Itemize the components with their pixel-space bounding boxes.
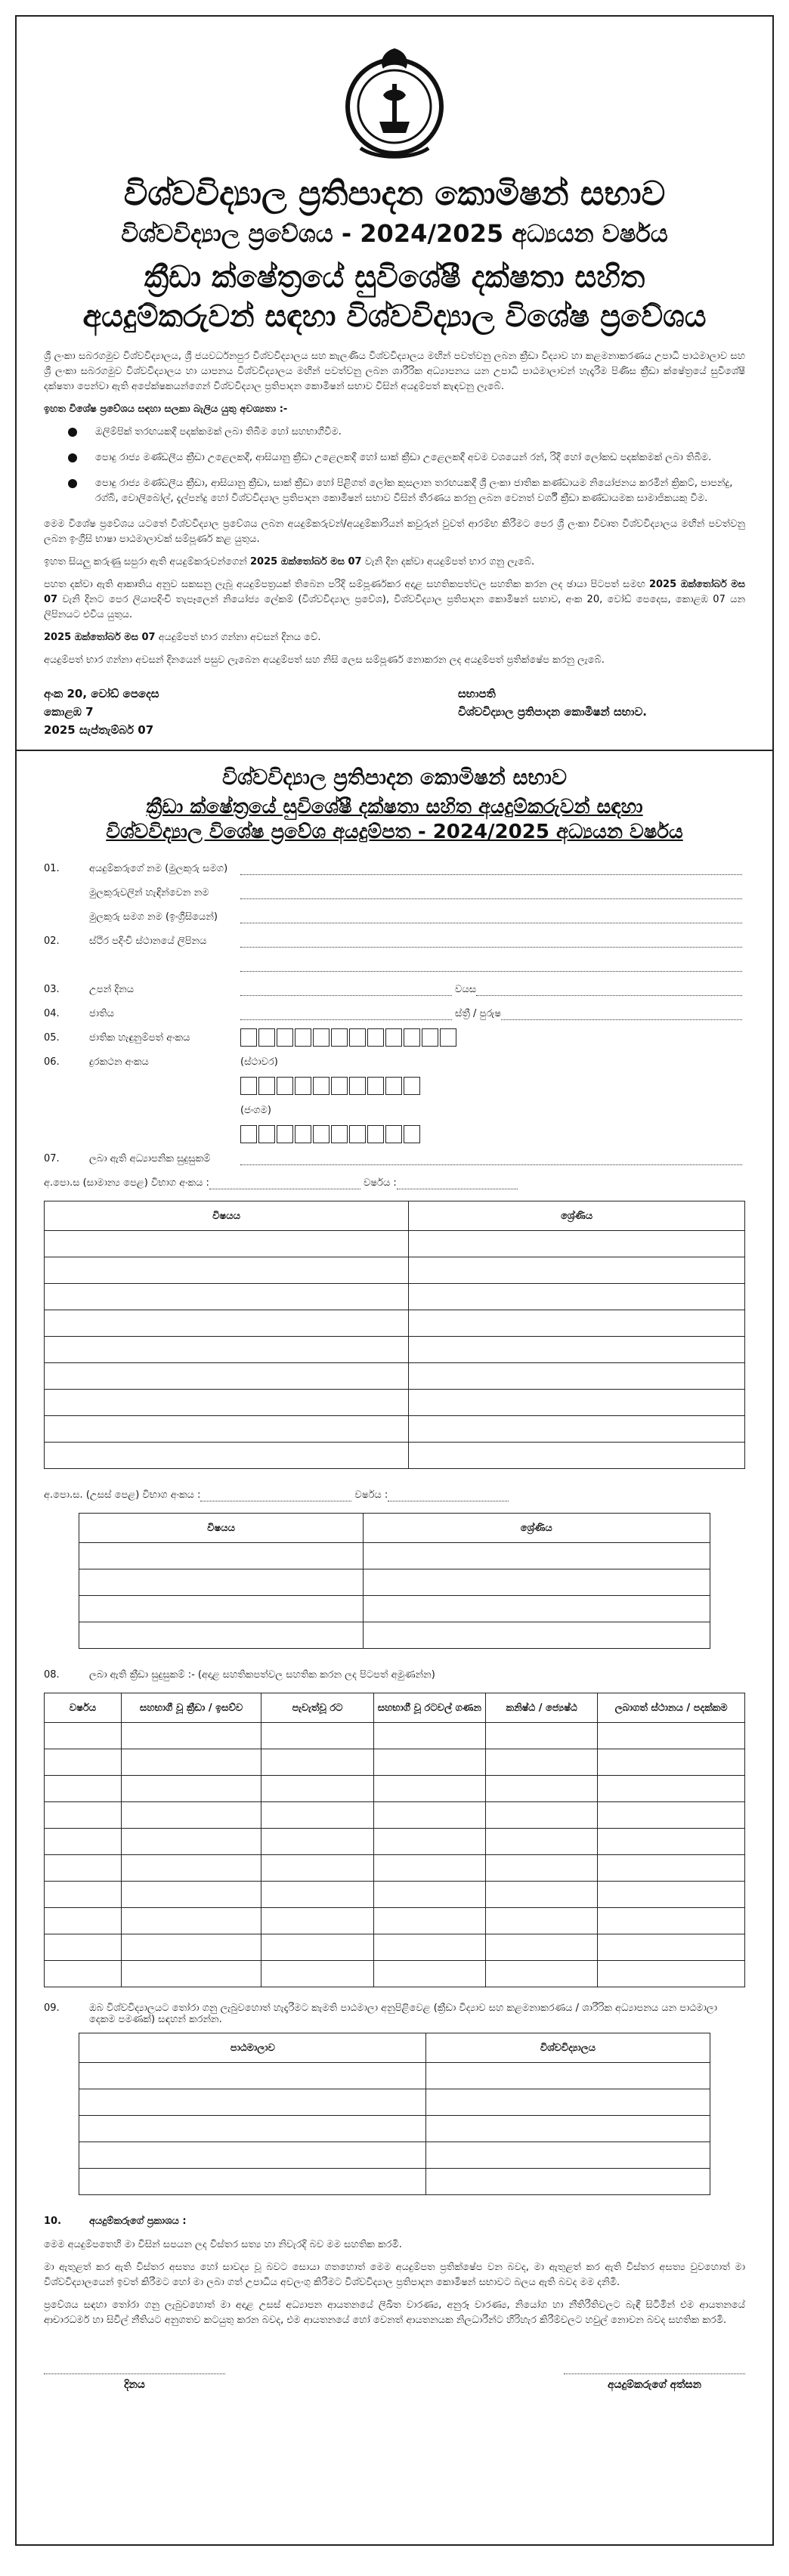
submission-instructions: පහත දක්වා ඇති ආකෘතිය අනුව සකසනු ලැබූ අයදුම්පත්‍රයක් තිබෙන පරිදි සම්පූර්ණකර අදාළ සහතිකපත්වල සහතික කරන ලද ඡායා පිටපත් සමඟ 2025 ඔක්තෝබර් මස 07 වැනි දිනට පෙර ලියාපදිංචි තැපෑලෙන් නියෝජ්‍ය ලේකම් (විශ්වවිද්‍යාල ප්‍රවේශ), විශ්වවිද්‍යාල ප්‍රතිපාදන කොමිෂන් සභාව, අංක 20, වෝඩ් පෙදෙස, කොළඹ 07 යන ලිපිනයට එවිය යුතුය. [44,579,746,621]
fixed-phone-boxes[interactable] [240,1077,422,1095]
university-header: විශ්වවිද්‍යාලය [426,2033,710,2063]
address-line: කොළඹ 7 [44,705,94,719]
field-course-preference: 09. ඔබ විශ්වවිද්‍යාලයට තෝරා ගනු ලැබුවහොත් හැදෑරීමට කැමති පාඨමාලා අනුපිළිවෙළ (ක්‍රීඩා විද්‍යාව සහ කළමනාකරණය / ශාරීරික අධ්‍යාපනය යන පාඨමාලා දෙකම පමණක්) සඳහන් කරන්න. [44,2002,717,2026]
subject-header: විෂයය [79,1514,363,1543]
al-index-input[interactable] [200,1489,351,1501]
table-row[interactable] [79,1622,710,1649]
col-medal: ලබාගත් ස්ථානය / පදක්කම [598,1693,745,1723]
field-name-initials: මුලකුරුවලින් හැඳින්වෙන නම [44,882,745,903]
table-row[interactable] [45,1829,745,1855]
table-row[interactable] [79,2063,710,2089]
special-admission-title-line1: ක්‍රීඩා ක්ෂේත්‍රයේ සුවිශේෂී දක්ෂතා සහිත [144,260,645,295]
field-name: 01. අයදුම්කරුගේ නම (මුලකුරු සමග) [44,858,745,879]
english-name-input[interactable] [240,911,742,923]
table-row[interactable] [45,1961,745,1987]
field-address-cont [44,954,745,976]
grade-header: ශ්‍රේණිය [363,1514,710,1543]
table-row[interactable] [45,1257,745,1284]
rejection-note: අයදුම්පත් භාර ගන්නා අවසන් දිනයෙන් පසුව ලැබෙන අයදුම්පත් සහ නිසි ලෙස සම්පූර්ණ නොකරන ලද අයදුම්පත් ප්‍රතික්ෂේප කරනු ලැබේ. [44,654,605,666]
ol-results-table [44,1201,745,1469]
ol-index-input[interactable] [209,1177,360,1189]
table-row[interactable] [45,1882,745,1908]
field-phone: 06. දුරකථන අංකය (ස්ථාවර) [44,1056,278,1068]
course-header: පාඨමාලාව [79,2033,426,2063]
field-sports: 08. ලබා ඇති ක්‍රීඩා සුදුසුකම් :- (අදාළ සහතිකපත්වල සහතික කරන ලද පිටපත් අමුණන්න) [44,1668,435,1681]
requirement-item: ඔලිම්පික් තරඟයකදී පදක්කමක් ලබා තිබීම හෝ සහභාගීවීම. [65,425,745,440]
sports-achievements-table [44,1693,745,1987]
al-results-table [79,1513,710,1649]
subject-header: විෂයය [45,1201,409,1231]
col-event: සහභාගී වූ ක්‍රීඩා / ඉසව්ව [121,1693,261,1723]
date-line[interactable] [44,2373,225,2374]
signature-line[interactable] [564,2373,745,2374]
table-row[interactable] [45,1934,745,1961]
dob-input[interactable] [240,983,452,996]
requirements-list [44,425,745,506]
council-title: විශ්වවිද්‍යාල ප්‍රතිපාදන කොමිෂන් සභාව [123,175,666,213]
table-row[interactable] [45,1363,745,1390]
table-row[interactable] [45,1855,745,1882]
sex-input[interactable] [501,1007,742,1020]
address-input-line2[interactable] [240,959,742,972]
declaration-text: ප්‍රවේශය සඳහා තෝරා ගනු ලැබුවහොත් මා අදාළ උසස් අධ්‍යාපන ආයතනයේ ලිඛිත වාරණ්‍ය, අනුරූ වාරණ්‍ය, නියෝග හා නීතිරීතිවලට බැඳී සිටිමින් එම ආයතනයේ ආචාරධර්ම හා සිවිල් නීතියට අනුගතව කටයුතු කරන බවද, එම ආයතනයේ හෝ වෙනත් ආයතනයක නිලධාරීන්ට හිරිහැර කිරීම්වලට හවුල් නොවන බවද සහතික කරමි. [44,2299,745,2327]
address-input[interactable] [240,935,742,948]
table-row[interactable] [45,1337,745,1363]
admission-year-title: විශ්වවිද්‍යාල ප්‍රවේශය - 2024/2025 අධ්‍යයන වර්ෂය [121,218,668,248]
field-education: 07. ලබා ඇති අධ්‍යාපනික සුදුසුකම් [44,1148,745,1169]
nic-boxes[interactable] [240,1028,458,1047]
table-row[interactable] [45,1749,745,1776]
signer-organization: විශ්වවිද්‍යාල ප්‍රතිපාදන කොමිෂන් සභාව. [458,705,647,719]
date-label: දිනය [124,2379,145,2392]
address-line: අංක 20, වෝඩ් පෙදෙස [44,687,159,701]
name-input[interactable] [240,862,742,875]
col-level: කනිෂ්ඨ / ජ්‍යෙෂ්ඨ [485,1693,597,1723]
field-dob: 03. උපන් දිනය වයස [44,979,745,1000]
special-admission-title-line2: අයදුම්කරුවන් සඳහා විශ්වවිද්‍යාල විශේෂ ප්‍රවේශය [82,299,707,335]
section-divider [17,750,772,751]
field-nationality: 04. ජාතිය ස්ත්‍රී / පුරුෂ [44,1003,745,1024]
ol-exam-row: අ.පො.ස (සාමාන්‍ය පෙළ) විභාග අංකය : වර්ෂය : [44,1172,745,1193]
table-row[interactable] [45,1908,745,1934]
nationality-input[interactable] [240,1007,452,1020]
table-row[interactable] [45,1231,745,1257]
signer-title: සභාපති [458,687,496,701]
requirements-heading: ඉහත විශේෂ ප්‍රවේශය සඳහා සලකා බැලිය යුතු අවශ්‍යතා :- [44,404,288,416]
table-row[interactable] [45,1802,745,1829]
age-input[interactable] [476,983,742,996]
form-title: ක්‍රීඩා ක්ෂේත්‍රයේ සුවිශේෂී දක්ෂතා සහිත අයදුම්කරුවන් සඳහා විශ්වවිද්‍යාල විශේෂ ප්‍රවේශ අයදුම්පත - 2024/2025 අධ්‍යයන වර්ෂය [106,796,683,843]
table-row[interactable] [79,2116,710,2142]
grade-header: ශ්‍රේණිය [409,1201,745,1231]
table-row[interactable] [79,1596,710,1622]
notice-date: 2025 සැප්තැම්බර් 07 [44,723,154,738]
field-address: 02. ස්ථිර පදිංචි ස්ථානයේ ලිපිනය [44,930,745,951]
table-row[interactable] [45,1390,745,1416]
table-row[interactable] [79,1543,710,1569]
table-row[interactable] [45,1443,745,1469]
col-country: පැවැත්වූ රට [261,1693,373,1723]
field-declaration: 10. අයදුම්කරුගේ ප්‍රකාශය : [44,2215,187,2227]
signature-label: අයදුම්කරුගේ අත්සන [608,2379,701,2392]
form-council-title: විශ්වවිද්‍යාල ප්‍රතිපාදන කොමිෂන් සභාව [222,765,567,790]
field-nic: 05. ජාතික හැඳුනුම්පත් අංකය [44,1027,745,1048]
closing-date: 2025 ඔක්තෝබර් මස 07 අයදුම්පත් භාර ගන්නා අවසන් දිනය වේ. [44,632,321,644]
table-row[interactable] [45,1284,745,1310]
notice-page: විශ්වවිද්‍යාල ප්‍රතිපාදන කොමිෂන් සභාව විශ්වවිද්‍යාල ප්‍රවේශය - 2024/2025 අධ්‍යයන වර්ෂය ක්‍රීඩා ක්ෂේත්‍රයේ සුවිශේෂී දක්ෂතා සහිත අයදුම්කරුවන් සඳහා විශ්වවිද්‍යාල විශේෂ ප්‍රවේශය ශ්‍රී ලංකා සබරගමුව විශ්වවිද්‍යාලය, ශ්‍රී ජයවර්ධනපුර විශ්වවිද්‍යාලය සහ කැලණිය විශ්වවිද්‍යාලය මඟින් පවත්වනු ලබන ක්‍රීඩා විද්‍යාව හා කළමනාකරණය උපාධි පාඨමාලාව සහ ශ්‍රී ලංකා සබරගමුව විශ්වවිද්‍යාලය හා යාපනය විශ්වවිද්‍යාලය මඟින් පවත්වනු ලබන ශාරීරික අධ්‍යාපනය යන උපාධි පාඨමාලාවන් හැදෑරීම පිණිස ක්‍රීඩා ක්ෂේත්‍රයේ සුවිශේෂී දක්ෂතා පෙන්වා ඇති අපේක්ෂකයන්ගෙන් විශ්වවිද්‍යාල ප්‍රතිපාදන කොමිෂන් සභාව විසින් අයදුම්පත් කැඳවනු ලැබේ. ඉහත විශේෂ ප්‍රවේශය සඳහා සලකා බැලිය යුතු අවශ්‍යතා :- ඔලිම්පික් තරඟයකදී පදක්කමක් ලබා තිබීම හෝ සහභාගීවීම. පොදු රාජ්‍ය මණ්ඩලීය ක්‍රීඩා උළෙලකදී, ආසියානු ක්‍රීඩා උළෙලකදී හෝ සාක් ක්‍රීඩා උළෙලකදී අවම වශයෙන් රන්, රිදී හෝ ලෝකඩ පදක්කමක් ලබා තිබීම. පොදු රාජ්‍ය මණ්ඩලීය ක්‍රීඩා, ආසියානු ක්‍රීඩා, සාක් ක්‍රීඩා හෝ පිළිගත් ලෝක කුසලාන තරඟයකදී ශ්‍රී ලංකා ජාතික කණ්ඩායම නියෝජනය කරමින් ක්‍රිකට්, පාපන්දු, රග්බි, වොලිබෝල්, දැල්පන්දු හෝ විශ්වවිද්‍යාල ප්‍රතිපාදන කොමිෂන් සභාව විසින් තීරණය කරනු ලබන වෙනත් වර්ගී ක්‍රීඩා කණ්ඩායමක සාමාජිකයකු වීම. මෙම විශේෂ ප්‍රවේශය යටතේ විශ්වවිද්‍යාල ප්‍රවේශය ලබන අයදුම්කරුවන්/අයදුම්කාරියන් කවුරුන් වුවත් ආරම්භ කිරීමට පෙර ශ්‍රී ලංකා විවෘත විශ්වවිද්‍යාලය මඟින් පවත්වනු ලබන ඉංග්‍රීසි භාෂා පාඨමාලාවක් සම්පූර්ණ කළ යුතුය. ඉහත සියලු කරුණු සපුරා ඇති අයදුම්කරුවන්ගෙන් 2025 ඔක්තෝබර් මස 07 වැනි දින දක්වා අයදුම්පත් භාර ගනු ලැබේ. පහත දක්වා ඇති ආකෘතිය අනුව සකසනු ලැබූ අයදුම්පත්‍රයක් තිබෙන පරිදි සම්පූර්ණකර අදාළ සහතිකපත්වල සහතික කරන ලද ඡායා පිටපත් සමඟ 2025 ඔක්තෝබර් මස 07 වැනි දිනට පෙර ලියාපදිංචි තැපෑලෙන් නියෝජ්‍ය ලේකම් (විශ්වවිද්‍යාල ප්‍රවේශ), විශ්වවිද්‍යාල ප්‍රතිපාදන කොමිෂන් සභාව, අංක 20, වෝඩ් පෙදෙස, කොළඹ 07 යන ලිපිනයට එවිය යුතුය. 2025 ඔක්තෝබර් මස 07 අයදුම්පත් භාර ගන්නා අවසන් දිනය වේ. අයදුම්පත් භාර ගන්නා අවසන් දිනයෙන් පසුව ලැබෙන අයදුම්පත් සහ නිසි ලෙස සම්පූර්ණ නොකරන ලද අයදුම්පත් ප්‍රතික්ෂේප කරනු ලැබේ. අංක 20, වෝඩ් පෙදෙස කොළඹ 7 2025 සැප්තැම්බර් 07 සභාපති විශ්වවිද්‍යාල ප්‍රතිපාදන කොමිෂන් සභාව. විශ්වවිද්‍යාල ප්‍රතිපාදන කොමිෂන් සභාව ක්‍රීඩා ක්ෂේත්‍රයේ සුවිශේෂී දක්ෂතා සහිත අයදුම්කරුවන් සඳහා විශ්වවිද්‍යාල විශේෂ ප්‍රවේශ අයදුම්පත - 2024/2025 අධ්‍යයන වර්ෂය 01. අයදුම්කරුගේ නම (මුලකුරු සමග) මුලකුරුවලින් හැඳින්වෙන නම මුලකුරු සමග නම (ඉංග්‍රීසියෙන්) 02. ස්ථිර පදිංචි ස්ථානයේ ලිපිනය 03. උපන් දිනය වයස 04. ජාතිය ස්ත්‍රී / පුරුෂ 05. ජාතික හැඳුනුම්පත් අංකය 06. දුරකථන අංකය (ස්ථාවර) (ජංගම) 07. ලබා ඇති අධ්‍යාපනික සුදුසුකම් අ.පො.ස (සාමාන්‍ය පෙළ) විභාග අංකය : වර්ෂය : විෂයය ශ්‍රේණිය අ.පො.ස. (උසස් පෙළ) විභාග අංකය : වර්ෂය : විෂයය ශ්‍රේණිය 08. ලබා ඇති ක්‍රීඩා සුදුසුකම් :- (අදාළ සහතිකපත්වල සහතික කරන ලද පිටපත් අමුණන්න) වර්ෂය සහභාගී වූ ක්‍රීඩා / ඉසව්ව පැවැත්වූ රට සහභාගී වූ රටවල් ගණන කනිෂ්ඨ / ජ්‍යෙෂ්ඨ ලබාගත් ස්ථානය / පදක්කම 09. ඔබ විශ්වවිද්‍යාලයට තෝරා ගනු ලැබුවහොත් හැදෑරීමට කැමති පාඨමාලා අනුපිළිවෙළ (ක්‍රීඩා විද්‍යාව සහ කළමනාකරණය / ශාරීරික අධ්‍යාපනය යන පාඨමාලා දෙකම පමණක්) සඳහන් කරන්න. පාඨමාලාව විශ්වවිද්‍යාලය 10. අයදුම්කරුගේ ප්‍රකාශය : මෙම අයදුම්පතෙහි මා විසින් සපයන ලද විස්තර සත්‍ය හා නිවැරදි බව මම සහතික කරමි. මා ඇතුළත් කර ඇති විස්තර අසත්‍ය හෝ සාවද්‍ය වූ බවට සොයා ගතහොත් මෙම අයදුම්පත ප්‍රතික්ෂේප වන බවද, මා ඇතුළත් කර ඇති විස්තර අසත්‍ය වුවහොත් මා විශ්වවිද්‍යාලයෙන් ඉවත් කිරීමට හෝ මා ලබා ගත් උපාධිය අවලංගු කිරීමට විශ්වවිද්‍යාල ප්‍රතිපාදන කොමිෂන් සභාවට බලය ඇති බවද මම දනිමි. ප්‍රවේශය සඳහා තෝරා ගනු ලැබුවහොත් මා අදාළ උසස් අධ්‍යාපන ආයතනයේ ලිඛිත වාරණ්‍ය, අනුරූ වාරණ්‍ය, නියෝග හා නීතිරීතිවලට බැඳී සිටිමින් එම ආයතනයේ ආචාරධර්ම හා සිවිල් නීතියට අනුගතව කටයුතු කරන බවද, එම ආයතනයේ හෝ වෙනත් ආයතනයක නිලධාරීන්ට හිරිහැර කිරීම්වලට හවුල් නොවන බවද සහතික කරමි. දිනය අයදුම්කරුගේ අත්සන [15,15,774,2546]
ol-year-input[interactable] [397,1177,518,1189]
course-preference-table [79,2033,710,2195]
english-course-note: මෙම විශේෂ ප්‍රවේශය යටතේ විශ්වවිද්‍යාල ප්‍රවේශය ලබන අයදුම්කරුවන්/අයදුම්කාරියන් කවුරුන් වුවත් ආරම්භ කිරීමට පෙර ශ්‍රී ලංකා විවෘත විශ්වවිද්‍යාලය මඟින් පවත්වනු ලබන ඉංග්‍රීසි භාෂා පාඨමාලාවක් සම්පූර්ණ කළ යුතුය. [44,518,745,546]
requirement-item: පොදු රාජ්‍ය මණ්ඩලීය ක්‍රීඩා උළෙලකදී, ආසියානු ක්‍රීඩා උළෙලකදී හෝ සාක් ක්‍රීඩා උළෙලකදී අවම වශයෙන් රන්, රිදී හෝ ලෝකඩ පදක්කමක් ලබා තිබීම. [65,450,745,465]
al-year-input[interactable] [388,1489,509,1501]
table-row[interactable] [79,2169,710,2195]
signature-block [44,685,745,739]
education-input[interactable] [240,1152,742,1165]
col-countries-count: සහභාගී වූ රටවල් ගණන [373,1693,485,1723]
al-exam-row: අ.පො.ස. (උසස් පෙළ) විභාග අංකය : වර්ෂය : [44,1484,745,1505]
declaration-text: මෙම අයදුම්පතෙහි මා විසින් සපයන ලද විස්තර සත්‍ය හා නිවැරදි බව මම සහතික කරමි. [44,2239,402,2251]
signature-area [44,2373,745,2391]
notice-intro: ශ්‍රී ලංකා සබරගමුව විශ්වවිද්‍යාලය, ශ්‍රී ජයවර්ධනපුර විශ්වවිද්‍යාලය සහ කැලණිය විශ්වවිද්‍යාලය මඟින් පවත්වනු ලබන ක්‍රීඩා විද්‍යාව හා කළමනාකරණය උපාධි පාඨමාලාව සහ ශ්‍රී ලංකා සබරගමුව විශ්වවිද්‍යාලය හා යාපනය විශ්වවිද්‍යාලය මඟින් පවත්වනු ලබන ශාරීරික අධ්‍යාපනය යන උපාධි පාඨමාලාවන් හැදෑරීම පිණිස ක්‍රීඩා ක්ෂේත්‍රයේ සුවිශේෂී දක්ෂතා පෙන්වා ඇති අපේක්ෂකයන්ගෙන් විශ්වවිද්‍යාල ප්‍රතිපාදන කොමිෂන් සභාව විසින් අයදුම්පත් කැඳවනු ලැබේ. [44,351,745,393]
table-row[interactable] [45,1776,745,1802]
requirement-item: පොදු රාජ්‍ය මණ්ඩලීය ක්‍රීඩා, ආසියානු ක්‍රීඩා, සාක් ක්‍රීඩා හෝ පිළිගත් ලෝක කුසලාන තරඟයකදී ශ්‍රී ලංකා ජාතික කණ්ඩායම නියෝජනය කරමින් ක්‍රිකට්, පාපන්දු, රග්බි, වොලිබෝල්, දැල්පන්දු හෝ විශ්වවිද්‍යාල ප්‍රතිපාදන කොමිෂන් සභාව විසින් තීරණය කරනු ලබන වෙනත් වර්ගී ක්‍රීඩා කණ්ඩායමක සාමාජිකයකු වීම. [65,476,745,506]
mobile-phone-boxes[interactable] [240,1125,422,1143]
deadline-paragraph: ඉහත සියලු කරුණු සපුරා ඇති අයදුම්කරුවන්ගෙන් 2025 ඔක්තෝබර් මස 07 වැනි දින දක්වා අයදුම්පත් භාර ගනු ලැබේ. [44,556,535,568]
field-name-english: මුලකුරු සමග නම (ඉංග්‍රීසියෙන්) [44,906,745,927]
col-year: වර්ෂය [45,1693,122,1723]
table-row[interactable] [79,2142,710,2169]
table-row[interactable] [79,1569,710,1596]
table-row[interactable] [79,2089,710,2116]
table-row[interactable] [45,1310,745,1337]
initials-name-input[interactable] [240,886,742,899]
ugc-crest-emblem [338,35,451,167]
table-row[interactable] [45,1416,745,1443]
table-row[interactable] [45,1723,745,1749]
declaration-text: මා ඇතුළත් කර ඇති විස්තර අසත්‍ය හෝ සාවද්‍ය වූ බවට සොයා ගතහොත් මෙම අයදුම්පත ප්‍රතික්ෂේප වන බවද, මා ඇතුළත් කර ඇති විස්තර අසත්‍ය වුවහොත් මා විශ්වවිද්‍යාලයෙන් ඉවත් කිරීමට හෝ මා ලබා ගත් උපාධිය අවලංගු කිරීමට විශ්වවිද්‍යාල ප්‍රතිපාදන කොමිෂන් සභාවට බලය ඇති බවද මම දනිමි. [44,2262,745,2289]
